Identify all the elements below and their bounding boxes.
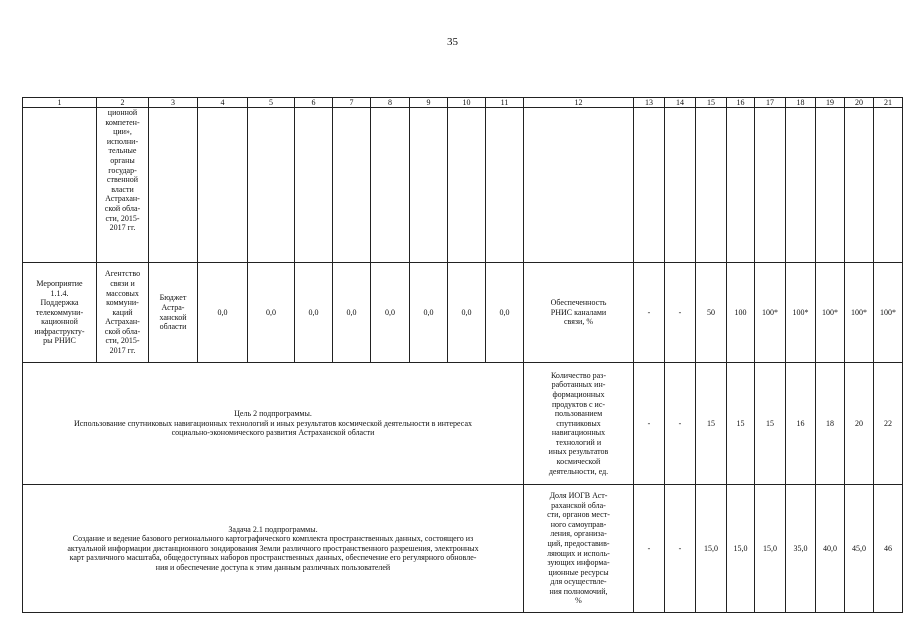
program-table bbox=[22, 97, 903, 613]
text-line: ры РНИС bbox=[43, 336, 76, 346]
text-line: Мероприятие bbox=[36, 278, 83, 288]
executor-cell bbox=[97, 108, 149, 263]
indicator-cell bbox=[524, 485, 634, 613]
table-cell bbox=[448, 108, 486, 263]
value-cell: 16 bbox=[786, 363, 816, 485]
text-line: для осуществле- bbox=[550, 577, 607, 587]
text-line: ного самоуправ- bbox=[550, 519, 607, 529]
value-cell: 46 bbox=[874, 485, 903, 613]
table-cell bbox=[198, 108, 248, 263]
text-line: Астрахан- bbox=[105, 317, 140, 327]
text-line: Доля ИОГВ Аст- bbox=[549, 490, 608, 500]
text-line: кационной bbox=[41, 317, 78, 327]
text-line: Обеспеченность bbox=[550, 298, 607, 308]
text-line: тельные bbox=[108, 146, 137, 156]
column-number: 13 bbox=[634, 98, 665, 108]
value-cell: - bbox=[665, 363, 696, 485]
text-line: зующих информа- bbox=[547, 558, 610, 568]
column-number: 2 bbox=[97, 98, 149, 108]
text-line: телекоммуни- bbox=[35, 307, 84, 317]
table-cell bbox=[149, 108, 198, 263]
table-cell bbox=[410, 108, 448, 263]
column-number: 15 bbox=[696, 98, 727, 108]
table-row bbox=[23, 363, 903, 485]
text-line: пользованием bbox=[554, 409, 603, 419]
indicator-cell bbox=[524, 363, 634, 485]
value-cell: 15 bbox=[727, 363, 755, 485]
task-cell bbox=[23, 485, 524, 613]
value-cell: 100* bbox=[816, 263, 845, 363]
value-cell: 40,0 bbox=[816, 485, 845, 613]
value-cell: 15 bbox=[755, 363, 786, 485]
column-number: 14 bbox=[665, 98, 696, 108]
text-line: ственной bbox=[106, 175, 139, 185]
value-cell: 50 bbox=[696, 263, 727, 363]
text-line: Количество раз- bbox=[550, 370, 607, 380]
value-cell: 45,0 bbox=[845, 485, 874, 613]
text-line: Поддержка bbox=[40, 298, 79, 308]
table-cell bbox=[874, 108, 903, 263]
column-number: 18 bbox=[786, 98, 816, 108]
value-cell: 100 bbox=[727, 263, 755, 363]
value-cell: 100* bbox=[845, 263, 874, 363]
column-number: 7 bbox=[333, 98, 371, 108]
amount-cell: 0,0 bbox=[198, 263, 248, 363]
value-cell: 100* bbox=[786, 263, 816, 363]
text-line: 1.1.4. bbox=[50, 288, 69, 298]
column-number: 11 bbox=[486, 98, 524, 108]
table-cell bbox=[524, 108, 634, 263]
table-cell bbox=[371, 108, 410, 263]
amount-cell: 0,0 bbox=[248, 263, 295, 363]
column-number: 6 bbox=[295, 98, 333, 108]
column-number: 16 bbox=[727, 98, 755, 108]
value-cell: 35,0 bbox=[786, 485, 816, 613]
column-number: 20 bbox=[845, 98, 874, 108]
value-cell: 100* bbox=[755, 263, 786, 363]
amount-cell: 0,0 bbox=[295, 263, 333, 363]
value-cell: 15,0 bbox=[727, 485, 755, 613]
table-cell bbox=[295, 108, 333, 263]
value-cell: - bbox=[665, 263, 696, 363]
text-line: ния полномочий, bbox=[549, 586, 608, 596]
text-line: государ- bbox=[108, 165, 137, 175]
text-line: ской обла- bbox=[104, 203, 141, 213]
column-number: 17 bbox=[755, 98, 786, 108]
column-number: 8 bbox=[371, 98, 410, 108]
goal-cell bbox=[23, 363, 524, 485]
text-line: ляющих и исполь- bbox=[547, 548, 610, 558]
text-line: исполни- bbox=[106, 136, 139, 146]
table-cell bbox=[333, 108, 371, 263]
text-line: 2017 гг. bbox=[109, 223, 136, 233]
text-line: технологий и bbox=[555, 437, 602, 447]
text-line: связи и bbox=[110, 278, 135, 288]
text-line: сти, органов мест- bbox=[547, 510, 610, 520]
text-line: % bbox=[575, 596, 582, 606]
text-line: навигационных bbox=[551, 428, 606, 438]
table-cell bbox=[696, 108, 727, 263]
value-cell: - bbox=[634, 485, 665, 613]
text-line: Создание и ведение базового регионального картографического комплекта пространственных данных, состоящего из bbox=[72, 534, 474, 544]
text-line: области bbox=[159, 322, 187, 332]
table-cell bbox=[665, 108, 696, 263]
text-line: раханской обла- bbox=[551, 500, 606, 510]
value-cell: - bbox=[665, 485, 696, 613]
text-line: Цель 2 подпрограммы. bbox=[234, 409, 312, 419]
column-number: 12 bbox=[524, 98, 634, 108]
text-line: актуальной информации дистанционного зондирования Земли различного пространственного разрешения, электронных bbox=[67, 543, 479, 553]
indicator-cell bbox=[524, 263, 634, 363]
column-number: 1 bbox=[23, 98, 97, 108]
text-line: работанных ин- bbox=[551, 380, 606, 390]
text-line: спутниковых bbox=[556, 418, 601, 428]
text-line: коммуни- bbox=[106, 298, 139, 308]
text-line: ления, организа- bbox=[550, 529, 607, 539]
column-number: 21 bbox=[874, 98, 903, 108]
text-line: органы bbox=[110, 155, 135, 165]
table-cell bbox=[755, 108, 786, 263]
text-line: космической bbox=[556, 457, 601, 467]
table-row bbox=[23, 485, 903, 613]
text-line: ционные ресурсы bbox=[548, 567, 609, 577]
table-row bbox=[23, 108, 903, 263]
text-line: формационных bbox=[552, 389, 605, 399]
value-cell: 15,0 bbox=[755, 485, 786, 613]
source-cell bbox=[149, 263, 198, 363]
header-row bbox=[23, 98, 903, 108]
table-row bbox=[23, 263, 903, 363]
text-line: Агентство bbox=[104, 269, 141, 279]
column-number: 19 bbox=[816, 98, 845, 108]
column-number: 5 bbox=[248, 98, 295, 108]
text-line: компетен- bbox=[105, 117, 140, 127]
text-line: Использование спутниковых навигационных технологий и иных результатов космической деятельности в интересах bbox=[73, 418, 473, 428]
table-cell bbox=[486, 108, 524, 263]
text-line: ханской bbox=[159, 312, 187, 322]
value-cell: 20 bbox=[845, 363, 874, 485]
value-cell: - bbox=[634, 263, 665, 363]
text-line: ции», bbox=[113, 127, 132, 137]
text-line: ния и обеспечение доступа к этим данным различных пользователей bbox=[155, 562, 391, 572]
amount-cell: 0,0 bbox=[486, 263, 524, 363]
text-line: деятельности, ед. bbox=[548, 466, 609, 476]
amount-cell: 0,0 bbox=[448, 263, 486, 363]
text-line: связи, % bbox=[563, 317, 593, 327]
text-line: карт различного масштаба, общедоступных наборов пространственных данных, обеспечение его регулярного обновле- bbox=[69, 553, 477, 563]
text-line: иных результатов bbox=[548, 447, 609, 457]
text-line: Астра- bbox=[161, 302, 185, 312]
text-line: сти, 2015- bbox=[105, 213, 140, 223]
value-cell: 22 bbox=[874, 363, 903, 485]
text-line: массовых bbox=[106, 288, 139, 298]
table-cell bbox=[23, 108, 97, 263]
table-cell bbox=[727, 108, 755, 263]
table-cell bbox=[816, 108, 845, 263]
executor-cell bbox=[97, 263, 149, 363]
table-cell bbox=[845, 108, 874, 263]
amount-cell: 0,0 bbox=[410, 263, 448, 363]
value-cell: 15 bbox=[696, 363, 727, 485]
column-number: 4 bbox=[198, 98, 248, 108]
text-line: ской обла- bbox=[104, 326, 141, 336]
table-cell bbox=[634, 108, 665, 263]
table-cell bbox=[248, 108, 295, 263]
text-line: Бюджет bbox=[159, 293, 187, 303]
column-number: 10 bbox=[448, 98, 486, 108]
value-cell: - bbox=[634, 363, 665, 485]
value-cell: 100* bbox=[874, 263, 903, 363]
table-cell bbox=[786, 108, 816, 263]
text-line: Задача 2.1 подпрограммы. bbox=[228, 524, 318, 534]
text-line: сти, 2015- bbox=[105, 336, 140, 346]
value-cell: 18 bbox=[816, 363, 845, 485]
text-line: продуктов с ис- bbox=[551, 399, 606, 409]
text-line: ционной bbox=[107, 108, 138, 117]
text-line: инфраструкту- bbox=[34, 326, 85, 336]
text-line: власти bbox=[111, 184, 134, 194]
value-cell: 15,0 bbox=[696, 485, 727, 613]
page-number: 35 bbox=[447, 36, 458, 48]
column-number: 3 bbox=[149, 98, 198, 108]
text-line: 2017 гг. bbox=[109, 346, 136, 356]
amount-cell: 0,0 bbox=[371, 263, 410, 363]
text-line: социально-экономического развития Астраханской области bbox=[171, 428, 375, 438]
amount-cell: 0,0 bbox=[333, 263, 371, 363]
measure-cell bbox=[23, 263, 97, 363]
text-line: РНИС каналами bbox=[550, 307, 607, 317]
text-line: ций, предоставив- bbox=[547, 538, 610, 548]
text-line: Астрахан- bbox=[105, 194, 140, 204]
text-line: каций bbox=[112, 307, 133, 317]
column-number: 9 bbox=[410, 98, 448, 108]
